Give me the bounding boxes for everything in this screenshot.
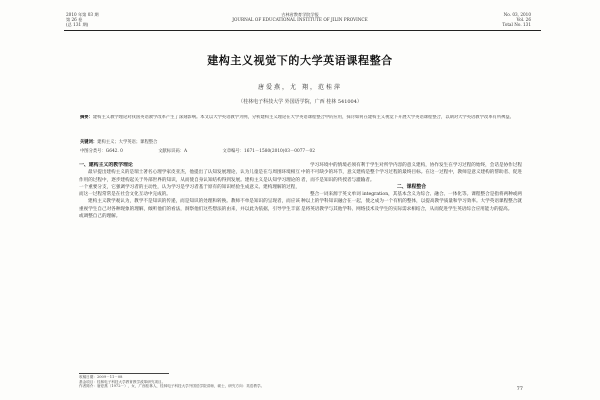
footnote [79,375,300,389]
journal-name-en: JOURNAL OF EDUCATIONAL INSTITUTE OF JILIN PROVINCE [232,17,368,23]
article-number: 文章编号：1671－1580(2010)03－0077－02 [222,149,315,154]
paragraph: 建构主义教学观认为，教学不是知识的传递，而是知识的处理和转换。教师不单是知识的呈现者，而应该重视学生自己对各种现象的理解，倾听他们的看法，洞察他们这些想法的由来，并以此为依据，引导学生丰富或调整自己的理解。 [79,199,300,220]
paragraph: 最早提出建构主义的是瑞士著名心理学家皮亚杰，他提出了认知发展理论，认为儿童是在与周围环境相互作用的过程中，逐步建构起关于外部世界的知识，从而使自身认知结构得到发展。建构主义是认知学习理论的一个重要分支，它强调学习者的主动性，认为学习是学习者基于原有的知识经验生成意义、建构理解的过程，而这一过程常常是在社会文化互动中完成的。 [79,170,300,198]
author-affiliation: （桂林电子科技大学 外国语学院，广西 桂林 541004） [238,99,362,105]
volume-line-en: Vol. 26 [516,17,531,23]
article-authors: 唐爱燕，尤 翔，范桂萍 [258,84,342,91]
author-bio: 作者简介：唐爱燕（1972－），女，广西桂林人，桂林电子科技大学外国语学院讲师，硕士，研究方向：英语教学。 [79,384,265,389]
funding-note: 基金项目：桂林电子科技大学教育教学改革研究项目。 [79,379,166,384]
keywords [80,140,520,146]
header-right [502,12,531,28]
total-line: (总 131 期) [66,22,89,28]
volume-line: 第 26 卷 [66,17,83,23]
keywords-label: 关键词： [80,140,98,145]
paragraph: 整合一词来源于英文单词 integration，其基本含义为综合、融合、一体化等。课程整合是指将两种或两种以上的学科知识融合在一起，使之成为一个有机的整体，以提高教学质量和学习效率。大学英语课程整合就是将英语教学与其他学科、网络技术及学生的实际需求相结合，从而促进学生英语综合应用能力的提高。 [301,192,522,212]
header-divider [64,30,541,31]
body-column-right [301,162,522,390]
journal-name-cn: 吉林省教育学院学报 [281,12,319,17]
issue-line-en: No. 03, 2010 [503,12,531,17]
article-title: 建构主义视觉下的大学英语课程整合 [207,54,393,67]
abstract-label: 摘要： [80,115,93,120]
clc-number: 中图分类号：G642. 0 [80,149,123,154]
section-heading-1: 一、建构主义的教学理论 [79,162,133,168]
total-line-en: Total No. 131 [502,22,531,28]
footnote-divider [79,373,169,374]
section-heading-2: 二、课程整合 [396,183,427,190]
body-column-left [79,162,300,390]
paragraph: 学习环境中的情境必须有利于学生对所学内容的意义建构，协作发生在学习过程的始终，会话是协作过程中的不可缺少的环节，意义建构是整个学习过程的最终目标。在这一过程中，教师是意义建构的帮助者、促进者，而不是知识的传授者与灌输者。 [301,163,522,183]
classification-codes [80,148,520,154]
abstract [80,115,520,135]
document-code: 文献标识码：A [158,149,188,154]
keywords-text: 建构主义；大学英语；课程整合 [97,140,158,145]
issue-line: 2010 年第 03 期 [66,12,99,17]
page-number: 77 [516,386,523,392]
abstract-text: 建构主义教学理论对我国英语教学改革产生了深刻影响。本文以大学英语教学为例，分析建构主义理论在大学英语课程整合中的应用，探讨如何在建构主义视觉下开展大学英语课程整合，以期对大学英语教学改革有所裨益。 [92,115,514,120]
received-date: 收稿日期：2009－11－08 [79,375,123,379]
